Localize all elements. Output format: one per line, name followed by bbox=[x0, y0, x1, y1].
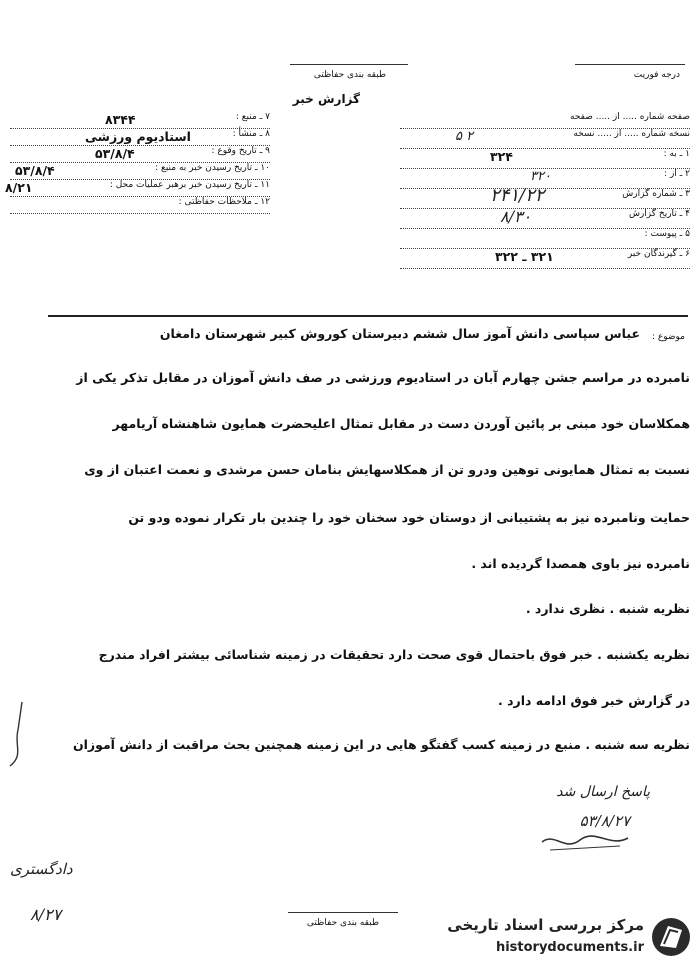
from-value: ۳۲۰ bbox=[530, 169, 551, 184]
opinion-sunday: نظریه یکشنبه . خبر فوق باحتمال قوی صحت دارد تحقیقات در زمینه شناسائی بیشتر افراد مندرج bbox=[98, 647, 690, 662]
body-line-3: نسبت به تمثال همایونی توهین ودرو تن از همکلاسهایش بنامان حسن مرشدی و نعمت اعتبان از وی bbox=[84, 462, 690, 477]
urgency-rule bbox=[575, 64, 685, 65]
opinion-saturday: نظریه شنبه . نظری ندارد . bbox=[525, 601, 690, 616]
watermark-logo-icon bbox=[650, 916, 692, 958]
field-report-number: ۳ ـ شماره گزارش ۲۴۱/۲۲ bbox=[400, 189, 690, 209]
origin-value: استادیوم ورزشی bbox=[85, 129, 191, 144]
body-line-4: حمایت ونامبرده نیز به پشتیبانی از دوستان خود سخنان خود را چندین بار تکرار نموده ودو تن bbox=[128, 510, 690, 525]
copy-value: ۲ ۵ bbox=[455, 129, 474, 144]
field-ops-receipt-date: ۱۱ ـ تاریخ رسیدن خبر برهبر عملیات محل : ۸/۲۱ bbox=[5, 180, 270, 195]
handwritten-number: ۵۳/۸/۲۷ bbox=[579, 812, 630, 830]
handwritten-scribble bbox=[540, 830, 630, 854]
field-origin: ۸ ـ منشأ : استادیوم ورزشی bbox=[10, 129, 270, 146]
classification-top-rule bbox=[290, 64, 408, 65]
body-line-5: نامبرده نیز باوی همصدا گردیده اند . bbox=[471, 556, 690, 571]
field-attachment: ۵ ـ پیوست : bbox=[400, 229, 690, 249]
scribble-mark bbox=[540, 830, 630, 854]
report-date-value: ۸/۳۰ bbox=[500, 207, 532, 226]
body-line-2: همکلاسان خود مبنی بر پائین آوردن دست در مقابل تمثال اعلیحضرت همایون شاهنشاه آریامهر bbox=[112, 416, 690, 431]
right-fields bbox=[400, 112, 690, 269]
occurrence-date-value: ۵۳/۸/۴ bbox=[95, 146, 135, 161]
classification-bottom-rule bbox=[288, 912, 398, 913]
field-page: صفحه شماره ..... از ..... صفحه bbox=[400, 112, 690, 129]
field-source-receipt-date: ۱۰ ـ تاریخ رسیدن خبر به منبع : ۵۳/۸/۴ bbox=[10, 163, 270, 180]
field-occurrence-date: ۹ ـ تاریخ وقوع : ۵۳/۸/۴ bbox=[10, 146, 270, 163]
to-value: ۳۲۴ bbox=[490, 149, 513, 164]
field-source: ۷ ـ منبع : ۸۳۴۴ bbox=[10, 112, 270, 129]
subject-label: موضوع : bbox=[651, 332, 685, 342]
classification-bottom: طبقه بندی حفاظتی bbox=[306, 918, 380, 928]
opinion-tuesday: نظریه سه شنبه . منبع در زمینه کسب گفتگو هایی در این زمینه همچنین بحث مراقبت از دانش آموزان bbox=[72, 737, 690, 752]
report-number-value: ۲۴۱/۲۲ bbox=[490, 185, 545, 206]
left-fields bbox=[5, 112, 270, 214]
field-recipients: ۶ ـ گیرندگان خبر ۳۲۱ ـ ۳۲۲ bbox=[400, 249, 690, 269]
classification-top: طبقه بندی حفاظتی bbox=[313, 70, 387, 80]
field-copy: نسخه شماره ..... از ..... نسخه ۲ ۵ bbox=[400, 129, 690, 149]
subject-text: عباس سپاسی دانش آموز سال ششم دبیرستان کوروش کبیر شهرستان دامغان bbox=[159, 326, 640, 341]
signature: دادگستری bbox=[10, 860, 73, 878]
field-to: ۱ ـ به : ۳۲۴ bbox=[400, 149, 690, 169]
handwritten-note: پاسخ ارسال شد bbox=[556, 784, 650, 800]
bottom-number: ۸/۲۷ bbox=[30, 905, 62, 924]
urgency-label: درجه فوریت bbox=[633, 70, 680, 80]
field-security-notes: ۱۲ ـ ملاحظات حفاظتی : bbox=[10, 197, 270, 214]
ops-receipt-date-value: ۸/۲۱ bbox=[5, 180, 33, 195]
left-margin-mark bbox=[4, 700, 30, 770]
form-title: گزارش خبر bbox=[292, 92, 360, 106]
opinion-sunday-cont: در گزارش خبر فوق ادامه دارد . bbox=[498, 693, 690, 708]
watermark-url: historydocuments.ir bbox=[495, 940, 644, 955]
field-report-date: ۴ ـ تاریخ گزارش ۸/۳۰ bbox=[400, 209, 690, 229]
body-line-1: نامبرده در مراسم جشن چهارم آبان در استادیوم ورزشی در صف دانش آموزان در مقابل تذکر یکی از bbox=[76, 370, 690, 385]
source-receipt-date-value: ۵۳/۸/۴ bbox=[15, 163, 55, 178]
watermark bbox=[410, 914, 692, 964]
header-divider bbox=[48, 315, 688, 317]
watermark-center-name: مرکز بررسی اسناد تاریخی bbox=[447, 916, 644, 934]
field-from: ۲ ـ از : ۳۲۰ bbox=[400, 169, 690, 189]
source-value: ۸۳۴۴ bbox=[105, 112, 136, 127]
margin-mark-icon bbox=[4, 700, 30, 770]
recipients-value: ۳۲۱ ـ ۳۲۲ bbox=[495, 249, 554, 264]
